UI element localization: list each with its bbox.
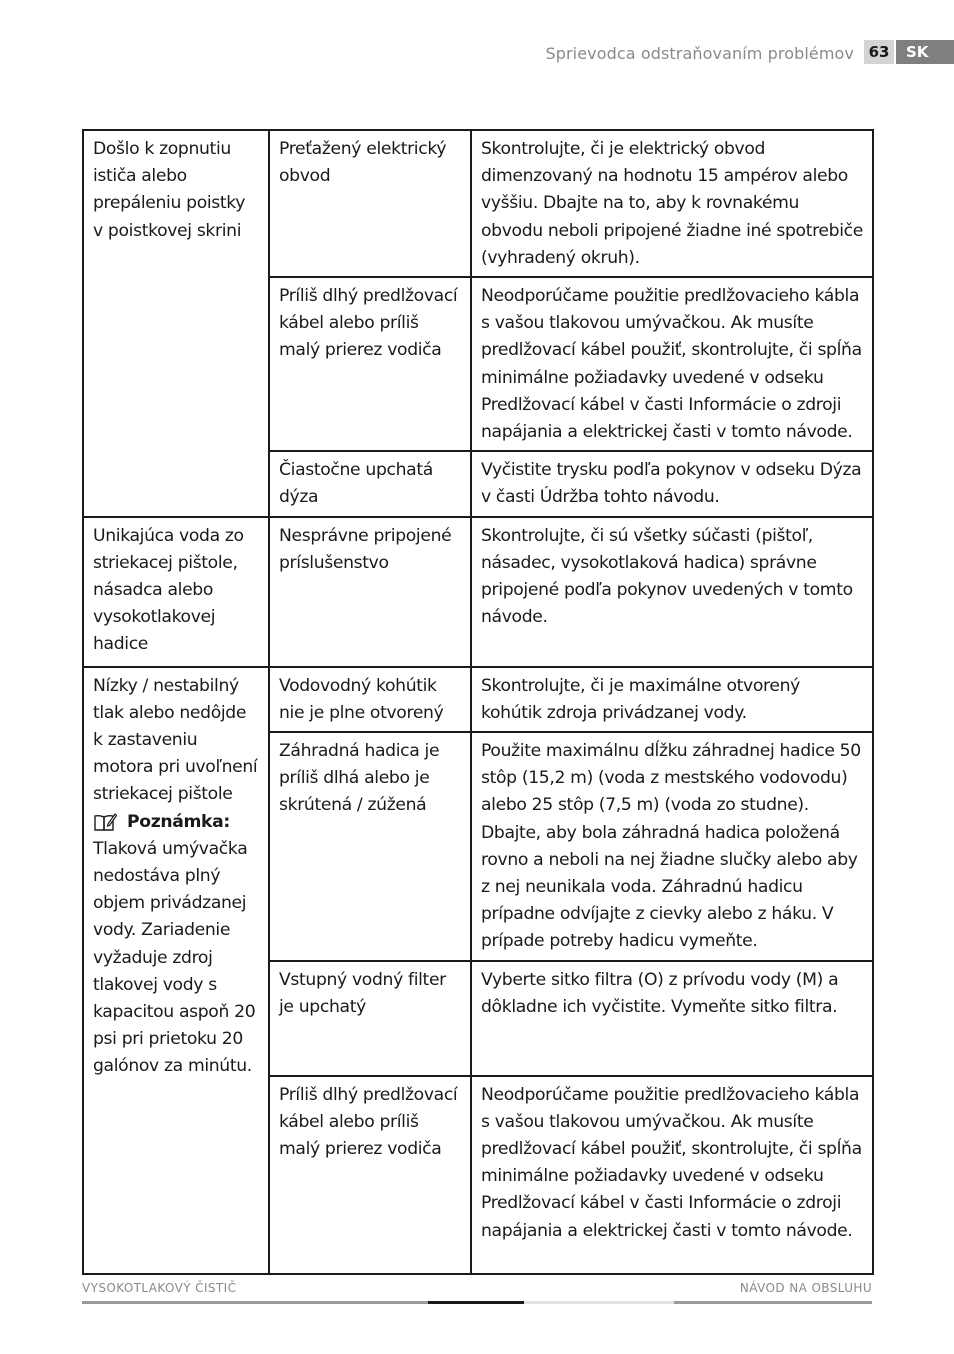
table-row: [83, 667, 873, 732]
cause-cell: Záhradná hadica je príliš dlhá alebo je skrútená / zúžená: [269, 732, 471, 961]
page-number: 63: [864, 40, 894, 64]
solution-cell: Neodporúčame použitie predlžovacieho kábla s vašou tlakovou umývačkou. Ak musíte predlžovací kábel použiť, skontrolujte, či spĺňa minimálne požiadavky uvedené v odseku Predlžovací kábel v časti Informácie o zdroji napájania a elektrickej časti v tomto návode.: [471, 1076, 873, 1274]
cause-cell: Vstupný vodný filter je upchatý: [269, 961, 471, 1076]
solution-cell: Skontrolujte, či je elektrický obvod dimenzovaný na hodnotu 15 ampérov alebo vyššiu. Dbajte na to, aby k rovnakému obvodu neboli pripojené žiadne iné spotrebiče (vyhradený okruh).: [471, 130, 873, 277]
note-label: Poznámka:: [127, 811, 230, 832]
note-heading: [93, 809, 260, 836]
note-book-icon: [93, 812, 117, 832]
cause-cell: Čiastočne upchatá dýza: [269, 451, 471, 516]
solution-cell: Neodporúčame použitie predlžovacieho kábla s vašou tlakovou umývačkou. Ak musíte predlžovací kábel použiť, skontrolujte, či spĺňa minimálne požiadavky uvedené v odseku Predlžovací kábel v časti Informácie o zdroji napájania a elektrickej časti v tomto návode.: [471, 277, 873, 451]
solution-cell: Vyberte sitko filtra (O) z prívodu vody (M) a dôkladne ich vyčistite. Vymeňte sitko filtra.: [471, 961, 873, 1076]
problem-cell: Došlo k zopnutiu ističa alebo prepáleniu poistky v poistkovej skrini: [83, 130, 269, 517]
troubleshooting-table: [82, 129, 874, 1275]
footer-rule-segment: [82, 1301, 428, 1304]
table-row: [83, 517, 873, 667]
cause-cell: Vodovodný kohútik nie je plne otvorený: [269, 667, 471, 732]
problem-cell: [83, 667, 269, 1274]
solution-cell: Vyčistite trysku podľa pokynov v odseku Dýza v časti Údržba tohto návodu.: [471, 451, 873, 516]
solution-cell: Skontrolujte, či je maximálne otvorený kohútik zdroja privádzanej vody.: [471, 667, 873, 732]
problem-cell: Unikajúca voda zo striekacej pištole, násadca alebo vysokotlakovej hadice: [83, 517, 269, 667]
note-text: Tlaková umývačka nedostáva plný objem privádzanej vody. Zariadenie vyžaduje zdroj tlakovej vody s kapacitou aspoň 20 psi pri prietoku 20 galónov za minútu.: [93, 838, 256, 1077]
cause-cell: Príliš dlhý predlžovací kábel alebo príliš malý prierez vodiča: [269, 1076, 471, 1274]
table-row: [83, 130, 873, 277]
footer-manual-label: NÁVOD NA OBSLUHU: [739, 1281, 872, 1295]
footer-product-name: VYSOKOTLAKOVÝ ČISTIČ: [82, 1281, 237, 1295]
cause-cell: Príliš dlhý predlžovací kábel alebo príliš malý prierez vodiča: [269, 277, 471, 451]
language-badge: SK: [896, 40, 954, 64]
solution-cell: Použite maximálnu dĺžku záhradnej hadice 50 stôp (15,2 m) (voda z mestského vodovodu) alebo 25 stôp (7,5 m) (voda zo studne). Dbajte, aby bola záhradná hadica položená rovno a neboli na nej žiadne slučky alebo aby z nej neunikala voda. Záhradnú hadicu prípadne odvíjajte z cievky alebo z háku. V prípade potreby hadicu vymeňte.: [471, 732, 873, 961]
footer-rule-segment: [428, 1301, 524, 1304]
problem-text: Nízky / nestabilný tlak alebo nedôjde k zastaveniu motora pri uvoľnení striekacej pištole: [93, 675, 258, 805]
footer-rule-segment: [524, 1301, 674, 1304]
solution-cell: Skontrolujte, či sú všetky súčasti (pištoľ, násadec, vysokotlaková hadica) správne pripojené podľa pokynov uvedených v tomto návode.: [471, 517, 873, 667]
footer-rule-segment: [674, 1301, 872, 1304]
cause-cell: Preťažený elektrický obvod: [269, 130, 471, 277]
page-header-title: Sprievodca odstraňovaním problémov: [545, 44, 854, 63]
cause-cell: Nesprávne pripojené príslušenstvo: [269, 517, 471, 667]
